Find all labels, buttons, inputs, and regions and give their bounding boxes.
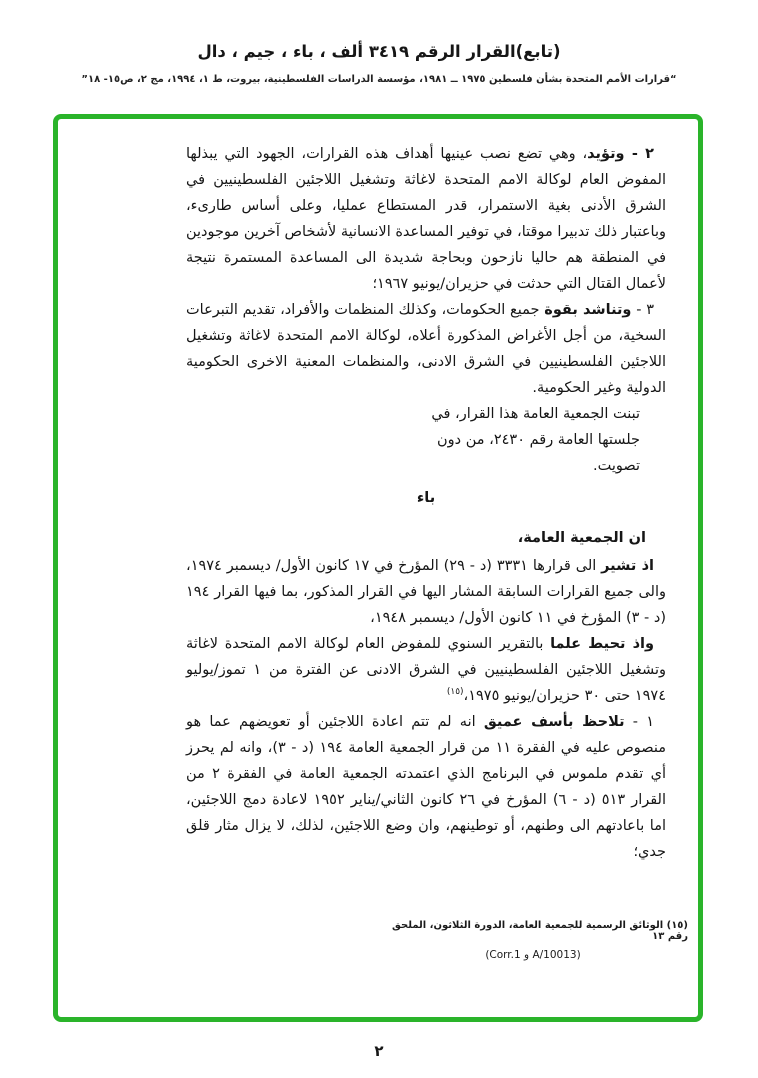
footnote <box>378 920 688 961</box>
paragraph-body: ٢ - وتؤيد، وهي تضع نصب عينيها أهداف هذه القرارات، الجهود التي يبذلها المفوض العام لوكالة الامم المتحدة لاغاثة وتشغيل اللاجئين الفلسطينيين في الشرق الأدنى بغية الاستمرار، قدر المستطاع عمليا، وعلى أساس طارىء، وباعتبار ذلك تدبيرا موقتا، في توفير المساعدة الانسانية لأشخاص آخرين موجودين في المنطقة هم حاليا نازحون وبحاجة شديدة الى المساعدة المستمرة نتيجة لأعمال القتال التي حدثت في حزيران/يونيو ١٩٦٧؛ <box>185 146 666 292</box>
paragraph-adoption: تبنت الجمعية العامة هذا القرار، في جلستها العامة رقم ٢٤٣٠، من دون تصويت. <box>431 406 640 474</box>
source-citation: “قرارات الأمم المتحدة بشأن فلسطين ١٩٧٥ ــ ١٩٨١، مؤسسة الدراسات الفلسطينية، بيروت، ط ١، ١٩٩٤، مج ٢، ص١٥- ١٨” <box>81 74 677 85</box>
footnote-document-reference: (A/10013 و Corr.1) <box>485 949 581 961</box>
paragraph-body: ١ - تلاحظ بأسف عميق انه لم تتم اعادة اللاجئين أو تعويضهم عما هو منصوص عليه في الفقرة ١١ من قرار الجمعية العامة ١٩٤ (د - ٣)، وانه لم يحرز أي تقدم ملموس في البرنامج الذي اعتمدته الجمعية العامة في الفقرة ٢ من القرار ٥١٣ (د - ٦) المؤرخ في ٢٦ كانون الثاني/يناير ١٩٥٢ لاعادة دمج اللاجئين، اما باعادتهم الى وطنهم، أو توطينهم، وان وضع اللاجئين، لذلك، لا يزال مثار قلق جدي؛ <box>186 714 667 860</box>
page-number: ٢ <box>374 1042 384 1060</box>
paragraph-body: ٣ - وتناشد بقوة جميع الحكومات، وكذلك المنظمات والأفراد، تقديم التبرعات السخية، من أجل الأغراض المذكورة أعلاه، لوكالة الامم المتحدة لاغاثة وتشغيل اللاجئين الفلسطينيين في الشرق الادنى، والمنظمات المعنية الاخرى الحكومية الدولية وغير الحكومية. <box>186 302 666 396</box>
content-frame <box>53 114 703 1022</box>
paragraph-body: واذ تحيط علما بالتقرير السنوي للمفوض العام لوكالة الامم المتحدة لاغاثة وتشغيل اللاجئين الفلسطينيين في الشرق الادنى عن الفترة من ١ تموز/يوليو ١٩٧٤ حتى ٣٠ حزيران/يونيو ١٩٧٥،$^{(١٥)}$ <box>186 636 667 704</box>
resolution-text <box>186 141 666 865</box>
footnote-text: (١٥) الوثائق الرسمية للجمعية العامة، الدورة الثلاثون، الملحق رقم ١٣ <box>392 920 688 942</box>
paragraph-body: اذ تشير الى قرارها ٣٣٣١ (د - ٢٩) المؤرخ في ١٧ كانون الأول/ ديسمبر ١٩٧٤، والى جميع القرارات السابقة المشار اليها في القرار المذكور، بما فيها القرار ١٩٤ (د - ٣) المؤرخ في ١١ كانون الأول/ ديسمبر ١٩٤٨، <box>186 558 666 626</box>
document-title: (تابع)القرار الرقم ٣٤١٩ ألف ، باء ، جيم ، دال <box>197 42 561 61</box>
paragraph-center: باء <box>416 490 436 506</box>
paragraph-heading: ان الجمعية العامة، <box>517 530 646 546</box>
